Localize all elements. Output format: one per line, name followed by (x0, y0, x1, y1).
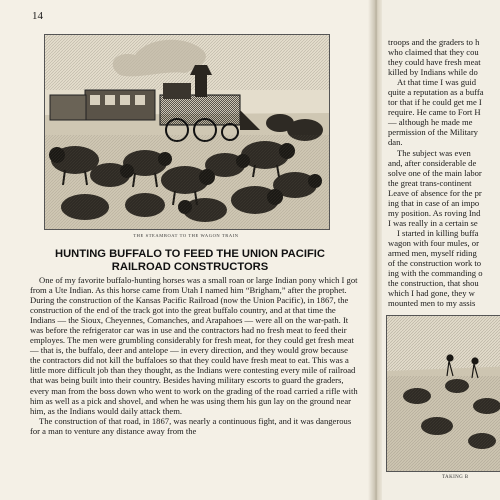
engraving-train-buffalo (44, 34, 330, 230)
text-line: dan. (388, 137, 403, 148)
text-line: they could have fresh meat (388, 57, 481, 68)
text-line: tor that if he could get me I (388, 97, 482, 108)
text-line: killed by Indians while do (388, 67, 478, 78)
text-line: ing with the commanding o (388, 268, 483, 279)
text-line: permission of the Military (388, 127, 478, 138)
text-line: — although he made me (388, 117, 473, 128)
text-line: The subject was even (397, 147, 471, 158)
paragraph-1: One of my favorite buffalo-hunting horses was a small roan or large Indian pony which I got from a Ute Indian. As this horse came from Utah I named him “Brigham,” after the prophet. During the construction of the Kansas Pacific Railroad (now the Union Pacific), in 1867, the construction of the end of the track got into the great buffalo country, and at that time the Indians — the Sioux, Cheyennes, Comanches, and Arapahoes — were all on the war-path. It was before the refrigerator car was in use and the contractors had no fresh meat to feed their employes. The men were grumbling considerably for fresh meat, for they could get fresh meat — that is, the buffalo, deer and antelope — in every direction, and they would grow because the contractors did not kill the buffaloes so that they could have fresh meat to eat. This was a little more difficult job than they thought, as the Indians were contesting every mile of railroad that was being built into their country. Besides having military escorts to guard the graders, every man from the boss down who went to work on the grading of the road carried a rifle with him as well as a pick and shovel, and when he was using them his gun lay on the ground near him, as the Indians would daily attack them. (30, 275, 358, 416)
text-line: I was really in a certain se (388, 217, 478, 228)
heading-line-2: RAILROAD CONSTRUCTORS (111, 260, 269, 273)
text-line: require. He came to Fort H (388, 107, 481, 118)
text-line: mounted men to my assis (388, 298, 476, 309)
body-text-right-bottom (388, 228, 500, 308)
engraving-buffalo-hunt (386, 315, 500, 472)
heading-line-1: HUNTING BUFFALO TO FEED THE UNION PACIFIC (55, 248, 325, 260)
body-text-left (30, 275, 360, 436)
text-line: armed men, myself riding (388, 248, 477, 259)
text-line: the great trans-continent (388, 177, 472, 188)
text-line: my position. As roving Ind (388, 207, 481, 218)
text-line: quite a reputation as a buffa (388, 87, 484, 98)
page-number: 14 (32, 10, 43, 22)
text-line: solve one of the main labor (388, 167, 482, 178)
text-line: of the construction work to (388, 258, 482, 269)
plate-caption: THE STEAMBOAT TO THE WAGON TRAIN (133, 233, 239, 238)
text-line: I started in killing buffa (397, 228, 479, 238)
text-line: troops and the graders to h (388, 37, 480, 47)
chapter-heading (30, 248, 350, 273)
text-line: wagon with four mules, or (388, 238, 479, 249)
right-page (382, 0, 500, 500)
text-line: ing that in case of an impo (388, 197, 480, 208)
text-line: Leave of absence for the pr (388, 187, 482, 198)
paragraph-2: The construction of that road, in 1867, was nearly a continuous fight, and it was dangerous for a man to venture any distance away from the (30, 415, 352, 436)
text-line: At that time I was guid (397, 77, 477, 88)
text-line: and, after considerable de (388, 157, 477, 168)
text-line: the construction, that shou (388, 278, 479, 289)
text-line: who claimed that they cou (388, 47, 479, 58)
plate-caption-right: TAKING B (442, 475, 469, 480)
body-text-right-top (388, 37, 500, 228)
text-line: which I had gone, they w (388, 288, 475, 299)
